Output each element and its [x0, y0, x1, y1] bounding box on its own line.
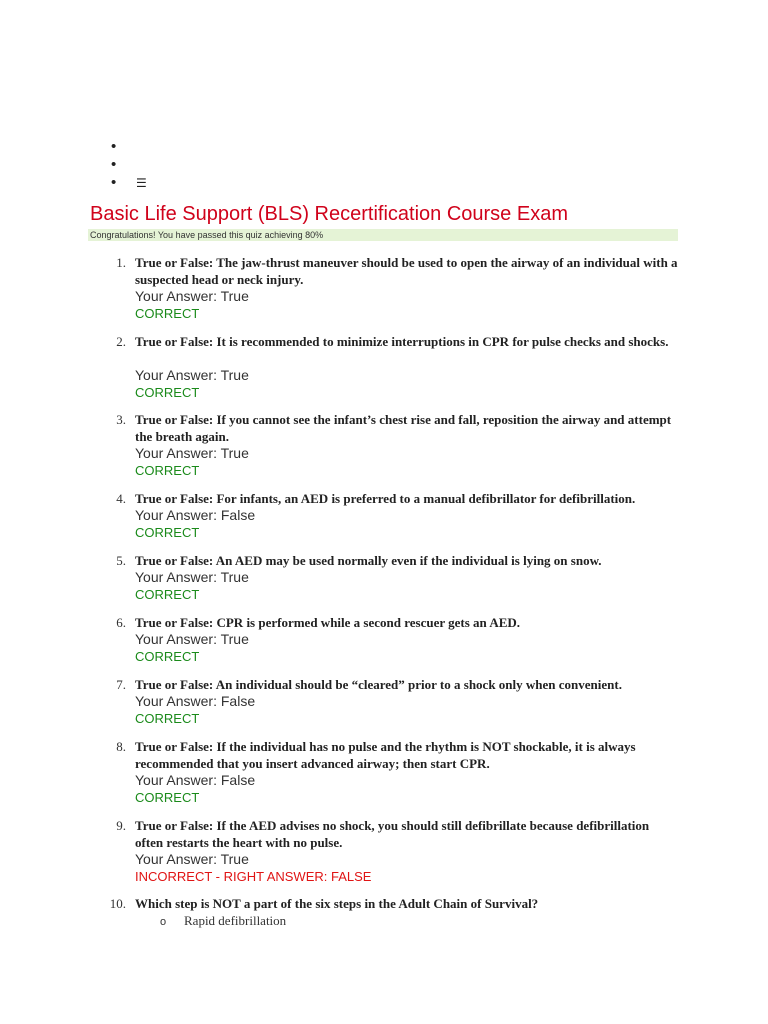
result-correct: CORRECT — [135, 306, 200, 321]
your-answer: Your Answer: False — [135, 693, 256, 709]
result-correct: CORRECT — [135, 649, 200, 664]
nav-item-menu[interactable] — [100, 174, 147, 192]
question-text: True or False: If the AED advises no shock, you should still defibrillate because defibrillation often restarts the heart with no pulse. — [135, 818, 650, 850]
question-number: 10. — [109, 896, 126, 911]
question-number: 4. — [116, 491, 126, 506]
question-text: True or False: An AED may be used normally even if the individual is lying on snow. — [135, 553, 602, 568]
result-correct: CORRECT — [135, 463, 200, 478]
nav-item-1[interactable] — [100, 138, 147, 156]
your-answer: Your Answer: True — [135, 631, 249, 647]
your-answer: Your Answer: False — [135, 772, 256, 788]
your-answer: Your Answer: True — [135, 569, 249, 585]
your-answer: Your Answer: True — [135, 367, 249, 383]
question-number: 7. — [116, 677, 126, 692]
result-correct: CORRECT — [135, 711, 200, 726]
page-title: Basic Life Support (BLS) Recertification Course Exam — [90, 203, 568, 225]
question-text: True or False: It is recommended to minimize interruptions in CPR for pulse checks and shocks. — [135, 334, 669, 349]
result-correct: CORRECT — [135, 790, 200, 805]
pass-banner: Congratulations! You have passed this quiz achieving 80% — [88, 229, 678, 241]
question-number: 1. — [116, 255, 126, 270]
nav-menu — [100, 138, 147, 192]
question-number: 6. — [116, 615, 126, 630]
question-text: True or False: If the individual has no pulse and the rhythm is NOT shockable, it is always recommended that you insert advanced airway; then start CPR. — [135, 739, 636, 771]
result-incorrect: INCORRECT - RIGHT ANSWER: FALSE — [135, 869, 372, 884]
question-text: Which step is NOT a part of the six steps in the Adult Chain of Survival? — [135, 896, 539, 911]
circle-bullet-icon: o — [160, 916, 167, 928]
question-text: True or False: An individual should be “cleared” prior to a shock only when convenient. — [135, 677, 622, 692]
question-text: True or False: For infants, an AED is preferred to a manual defibrillator for defibrillation. — [135, 491, 636, 506]
question-text: True or False: If you cannot see the infant’s chest rise and fall, reposition the airway and attempt the breath again. — [135, 412, 672, 444]
hamburger-icon[interactable]: ☰ — [136, 176, 147, 190]
question-text: True or False: The jaw-thrust maneuver should be used to open the airway of an individual with a suspected head or neck injury. — [135, 255, 678, 287]
result-correct: CORRECT — [135, 385, 200, 400]
your-answer: Your Answer: True — [135, 445, 249, 461]
your-answer: Your Answer: True — [135, 851, 249, 867]
question-number: 5. — [116, 553, 126, 568]
option-label: Rapid defibrillation — [184, 913, 287, 928]
nav-item-2[interactable] — [100, 156, 147, 174]
your-answer: Your Answer: True — [135, 288, 249, 304]
question-number: 3. — [116, 412, 126, 427]
question-number: 8. — [116, 739, 126, 754]
answer-option[interactable] — [160, 912, 286, 931]
question-text: True or False: CPR is performed while a second rescuer gets an AED. — [135, 615, 521, 630]
question-number: 2. — [116, 334, 126, 349]
result-correct: CORRECT — [135, 525, 200, 540]
result-correct: CORRECT — [135, 587, 200, 602]
question-number: 9. — [116, 818, 126, 833]
your-answer: Your Answer: False — [135, 507, 256, 523]
